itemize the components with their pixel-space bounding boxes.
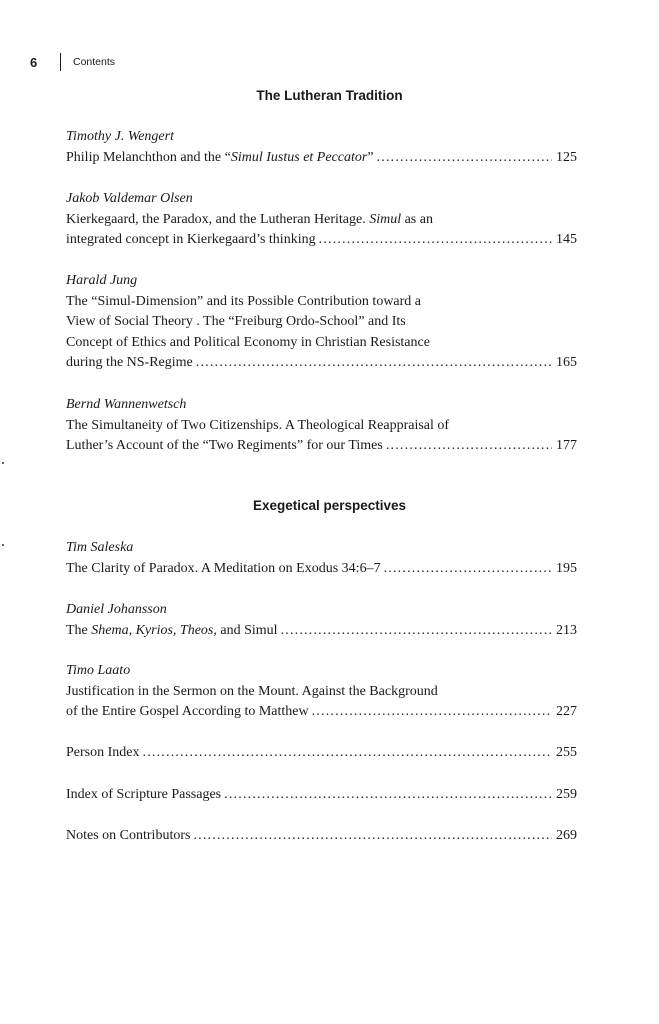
header-divider xyxy=(60,53,61,71)
dot-leader xyxy=(312,702,552,723)
entry-title-line xyxy=(66,148,577,169)
entry-title-line: Kierkegaard, the Paradox, and the Lutheran Heritage. Simul as an xyxy=(66,211,433,227)
entry-title-line-last xyxy=(66,353,577,374)
dot-leader xyxy=(196,353,552,374)
entry-title-line xyxy=(66,826,577,847)
entry-page-number: 195 xyxy=(556,560,577,576)
dot-leader xyxy=(384,559,552,580)
section-heading-exegetical-perspectives: Exegetical perspectives xyxy=(252,498,407,513)
toc-entry-laato[interactable] xyxy=(66,661,577,723)
dot-leader xyxy=(386,436,552,457)
toc-entry-johansson[interactable] xyxy=(66,600,577,641)
entry-title-line: The Simultaneity of Two Citizenships. A Theological Reappraisal of xyxy=(66,417,450,433)
entry-page-number: 145 xyxy=(556,232,577,247)
entry-title: Index of Scripture Passages xyxy=(66,787,222,802)
entry-author: Bernd Wannenwetsch xyxy=(66,397,187,412)
entry-page-number: 177 xyxy=(556,438,577,453)
entry-title: The Shema, Kyrios, Theos, and Simul xyxy=(66,622,278,638)
dot-leader xyxy=(319,230,552,251)
toc-entry-wengert[interactable] xyxy=(66,127,577,168)
entry-author: Timothy J. Wengert xyxy=(66,129,174,144)
toc-entry-notes-on-contributors[interactable] xyxy=(66,826,577,847)
dot-leader xyxy=(377,148,552,169)
entry-title: Notes on Contributors xyxy=(66,828,191,843)
entry-author: Tim Saleska xyxy=(66,540,134,555)
entry-title-line-last xyxy=(66,702,577,723)
toc-entry-olsen[interactable] xyxy=(66,189,577,251)
entry-title: integrated concept in Kierkegaard’s thinking xyxy=(66,232,316,247)
entry-title-line: View of Social Theory . The “Freiburg Ordo-School” and Its xyxy=(66,314,406,329)
dot-leader xyxy=(224,785,552,806)
running-head-title: Contents xyxy=(73,56,116,68)
entry-page-number: 125 xyxy=(556,149,577,165)
entry-title: Person Index xyxy=(66,745,140,760)
scan-mark xyxy=(2,544,4,546)
entry-title-line: Concept of Ethics and Political Economy in Christian Resistance xyxy=(66,334,430,350)
entry-author: Harald Jung xyxy=(66,273,138,288)
entry-author: Timo Laato xyxy=(66,663,131,678)
entry-author: Daniel Johansson xyxy=(66,602,167,617)
dot-leader xyxy=(193,826,552,847)
entry-page-number: 269 xyxy=(556,828,577,843)
toc-entry-jung[interactable] xyxy=(66,271,577,374)
entry-title: Luther’s Account of the “Two Regiments” for our Times xyxy=(66,438,383,453)
dot-leader xyxy=(143,743,553,764)
entry-title-line xyxy=(66,785,577,806)
entry-title: The Clarity of Paradox. A Meditation on Exodus 34:6–7 xyxy=(66,560,381,576)
entry-author: Jakob Valdemar Olsen xyxy=(66,191,193,206)
running-header xyxy=(30,50,115,74)
entry-title: of the Entire Gospel According to Matthew xyxy=(66,704,309,719)
entry-title-line: The “Simul-Dimension” and its Possible Contribution toward a xyxy=(66,293,422,309)
section-heading-lutheran-tradition: The Lutheran Tradition xyxy=(256,88,403,103)
entry-title-line-last xyxy=(66,621,577,642)
entry-title-line: Justification in the Sermon on the Mount. Against the Background xyxy=(66,683,438,699)
entry-title: Philip Melanchthon and the “Simul Iustus et Peccator” xyxy=(66,149,374,165)
page-number: 6 xyxy=(30,54,38,70)
toc-entry-scripture-index[interactable] xyxy=(66,785,577,806)
entry-page-number: 259 xyxy=(556,787,577,802)
toc-entry-wannenwetsch[interactable] xyxy=(66,395,577,457)
entry-page-number: 165 xyxy=(556,355,577,370)
entry-page-number: 213 xyxy=(556,622,577,638)
toc-entry-saleska[interactable] xyxy=(66,538,577,579)
entry-page-number: 255 xyxy=(556,745,577,760)
entry-title-line-last xyxy=(66,230,577,251)
toc-entry-person-index[interactable] xyxy=(66,743,577,764)
entry-title-line-last xyxy=(66,559,577,580)
dot-leader xyxy=(281,621,552,642)
entry-title-line xyxy=(66,743,577,764)
entry-title: during the NS-Regime xyxy=(66,355,193,370)
scan-mark xyxy=(2,462,4,464)
entry-title-line-last xyxy=(66,436,577,457)
entry-page-number: 227 xyxy=(556,704,577,719)
